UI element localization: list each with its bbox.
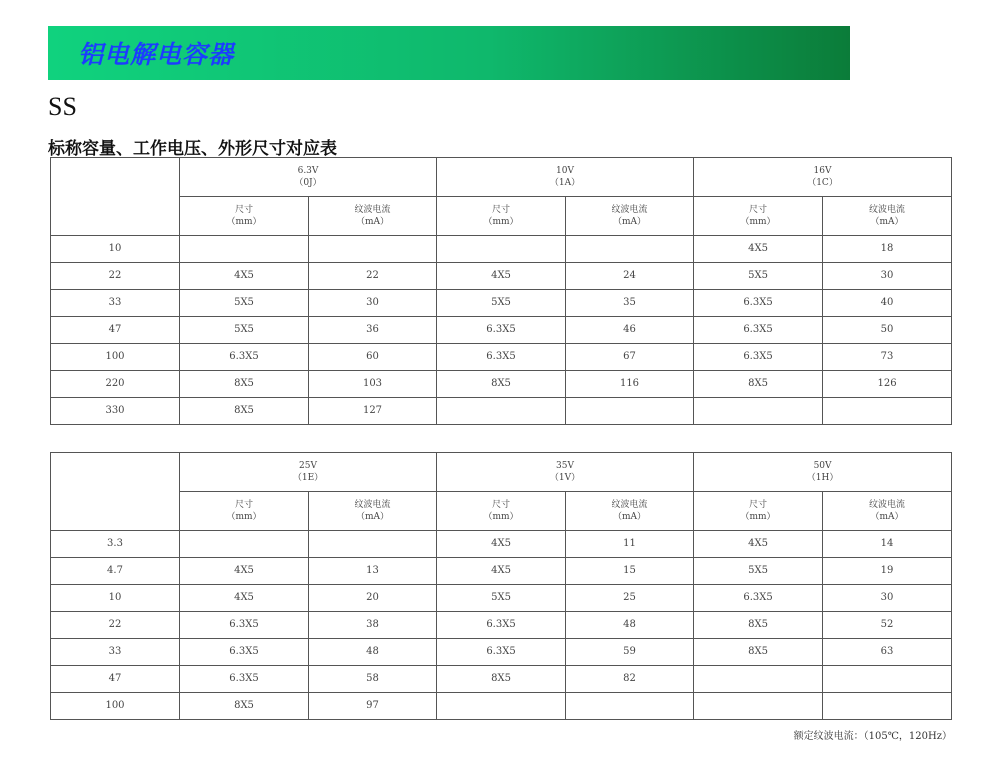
size-cell: 8X5: [437, 371, 566, 398]
size-cell: [180, 531, 309, 558]
table-row: [51, 639, 952, 666]
size-header-label: 尺寸: [749, 500, 768, 510]
capacitance-cell: 33: [51, 290, 180, 317]
size-cell: 6.3X5: [437, 639, 566, 666]
ripple-cell: 73: [823, 344, 952, 371]
size-cell: 6.3X5: [180, 344, 309, 371]
ripple-cell: 36: [309, 317, 437, 344]
corner-cell: [51, 158, 180, 236]
ripple-cell: 15: [566, 558, 694, 585]
table-row: [51, 612, 952, 639]
series-name: SS: [48, 92, 77, 121]
ripple-cell: 58: [309, 666, 437, 693]
capacitance-cell: 10: [51, 585, 180, 612]
ripple-cell: 24: [566, 263, 694, 290]
ripple-cell: 35: [566, 290, 694, 317]
ripple-cell: 63: [823, 639, 952, 666]
voltage-code: （0J）: [294, 178, 322, 188]
voltage-header: [180, 453, 437, 492]
ripple-header-unit: （mA）: [355, 217, 390, 227]
capacitance-cell: 47: [51, 666, 180, 693]
voltage-label: 35V: [556, 461, 574, 471]
size-header-unit: （mm）: [226, 217, 262, 227]
size-header-unit: （mm）: [740, 512, 776, 522]
capacitance-cell: 100: [51, 344, 180, 371]
ripple-header-unit: （mA）: [870, 512, 904, 522]
ripple-cell: 40: [823, 290, 952, 317]
column-header-row: [51, 492, 952, 531]
size-cell: 5X5: [437, 585, 566, 612]
ripple-header-label: 纹波电流: [354, 205, 391, 215]
voltage-label: 16V: [813, 166, 832, 176]
ripple-cell: 46: [566, 317, 694, 344]
spec-table-high-voltage: [50, 452, 952, 720]
ripple-header: [823, 492, 952, 531]
capacitance-cell: 22: [51, 612, 180, 639]
voltage-code: （1E）: [292, 473, 324, 483]
ripple-cell: 50: [823, 317, 952, 344]
size-cell: 4X5: [437, 558, 566, 585]
ripple-cell: [566, 236, 694, 263]
size-cell: 4X5: [180, 263, 309, 290]
ripple-cell: 14: [823, 531, 952, 558]
capacitance-cell: 33: [51, 639, 180, 666]
size-cell: 6.3X5: [437, 344, 566, 371]
page-title: 铝电解电容器: [78, 40, 235, 69]
ripple-cell: 67: [566, 344, 694, 371]
size-cell: 8X5: [180, 693, 309, 720]
section-subtitle: 标称容量、工作电压、外形尺寸对应表: [48, 139, 337, 159]
size-header: [180, 197, 309, 236]
ripple-cell: 25: [566, 585, 694, 612]
ripple-header-label: 纹波电流: [869, 205, 906, 215]
table-row: [51, 666, 952, 693]
capacitance-cell: 22: [51, 263, 180, 290]
size-cell: 5X5: [180, 317, 309, 344]
size-cell: 5X5: [180, 290, 309, 317]
size-cell: 5X5: [694, 263, 823, 290]
ripple-cell: 11: [566, 531, 694, 558]
size-header-label: 尺寸: [492, 500, 511, 510]
size-cell: 6.3X5: [180, 666, 309, 693]
ripple-cell: 48: [566, 612, 694, 639]
size-header-unit: （mm）: [483, 512, 519, 522]
voltage-header: [437, 158, 694, 197]
size-cell: 8X5: [437, 666, 566, 693]
ripple-cell: [566, 398, 694, 425]
size-cell: 5X5: [694, 558, 823, 585]
size-header: [437, 492, 566, 531]
size-cell: [437, 398, 566, 425]
size-cell: 4X5: [437, 263, 566, 290]
capacitance-cell: 330: [51, 398, 180, 425]
voltage-header-row: [51, 453, 952, 492]
capacitance-cell: 10: [51, 236, 180, 263]
size-cell: 5X5: [437, 290, 566, 317]
size-header: [694, 197, 823, 236]
ripple-cell: 116: [566, 371, 694, 398]
ripple-cell: 52: [823, 612, 952, 639]
size-cell: 4X5: [180, 558, 309, 585]
ripple-cell: 30: [823, 263, 952, 290]
size-cell: 6.3X5: [437, 612, 566, 639]
voltage-label: 10V: [556, 166, 574, 176]
size-header: [180, 492, 309, 531]
table-row: [51, 317, 952, 344]
ripple-header-label: 纹波电流: [354, 500, 391, 510]
table-row: [51, 371, 952, 398]
size-cell: [694, 666, 823, 693]
ripple-cell: 18: [823, 236, 952, 263]
ripple-cell: 30: [309, 290, 437, 317]
size-cell: 8X5: [180, 371, 309, 398]
table-row: [51, 558, 952, 585]
size-cell: 4X5: [180, 585, 309, 612]
ripple-header: [309, 492, 437, 531]
ripple-cell: 48: [309, 639, 437, 666]
size-cell: 8X5: [694, 639, 823, 666]
ripple-header-unit: （mA）: [355, 512, 390, 522]
size-header-unit: （mm）: [740, 217, 776, 227]
size-cell: 4X5: [694, 531, 823, 558]
ripple-header: [309, 197, 437, 236]
spec-table-low-voltage: [50, 157, 952, 425]
capacitance-cell: 220: [51, 371, 180, 398]
voltage-code: （1C）: [807, 178, 838, 188]
ripple-cell: 59: [566, 639, 694, 666]
size-cell: [694, 398, 823, 425]
capacitance-cell: 100: [51, 693, 180, 720]
ripple-cell: [823, 693, 952, 720]
size-cell: 4X5: [437, 531, 566, 558]
ripple-cell: 60: [309, 344, 437, 371]
size-cell: 8X5: [694, 371, 823, 398]
size-header: [694, 492, 823, 531]
voltage-label: 50V: [813, 461, 832, 471]
size-cell: 8X5: [694, 612, 823, 639]
ripple-cell: [309, 236, 437, 263]
ripple-header-unit: （mA）: [613, 512, 647, 522]
size-cell: 6.3X5: [694, 585, 823, 612]
voltage-code: （1A）: [549, 178, 581, 188]
size-cell: 6.3X5: [694, 290, 823, 317]
table-row: [51, 263, 952, 290]
voltage-header: [694, 453, 952, 492]
table-row: [51, 585, 952, 612]
table-row: [51, 693, 952, 720]
ripple-cell: [823, 666, 952, 693]
footnote: 额定纹波电流：（105℃，120Hz）: [793, 731, 952, 742]
table-row: [51, 236, 952, 263]
corner-cell: [51, 453, 180, 531]
ripple-cell: [309, 531, 437, 558]
size-cell: 8X5: [180, 398, 309, 425]
ripple-header: [566, 197, 694, 236]
size-cell: 6.3X5: [180, 612, 309, 639]
size-cell: [694, 693, 823, 720]
capacitance-cell: 4.7: [51, 558, 180, 585]
ripple-cell: 97: [309, 693, 437, 720]
ripple-cell: 19: [823, 558, 952, 585]
table-row: [51, 290, 952, 317]
ripple-header-unit: （mA）: [612, 217, 647, 227]
ripple-cell: 82: [566, 666, 694, 693]
voltage-code: （1V）: [549, 473, 581, 483]
ripple-cell: 38: [309, 612, 437, 639]
ripple-header-unit: （mA）: [870, 217, 904, 227]
capacitance-cell: 47: [51, 317, 180, 344]
voltage-header: [694, 158, 952, 197]
voltage-header: [180, 158, 437, 197]
size-header-label: 尺寸: [749, 205, 768, 215]
header-banner: [48, 26, 850, 80]
size-header-unit: （mm）: [483, 217, 519, 227]
size-cell: [437, 693, 566, 720]
size-header-label: 尺寸: [234, 205, 253, 215]
voltage-header-row: [51, 158, 952, 197]
size-header-unit: （mm）: [226, 512, 262, 522]
ripple-header: [823, 197, 952, 236]
table-row: [51, 398, 952, 425]
voltage-code: （1H）: [806, 473, 839, 483]
ripple-cell: 22: [309, 263, 437, 290]
size-cell: 6.3X5: [180, 639, 309, 666]
voltage-header: [437, 453, 694, 492]
table-row: [51, 531, 952, 558]
size-cell: 4X5: [694, 236, 823, 263]
size-cell: 6.3X5: [694, 317, 823, 344]
size-cell: 6.3X5: [694, 344, 823, 371]
voltage-label: 6.3V: [297, 166, 319, 176]
size-header: [437, 197, 566, 236]
ripple-cell: 126: [823, 371, 952, 398]
size-header-label: 尺寸: [491, 205, 510, 215]
size-header-label: 尺寸: [234, 500, 253, 510]
ripple-header-label: 纹波电流: [869, 500, 906, 510]
ripple-header-label: 纹波电流: [611, 205, 648, 215]
ripple-header-label: 纹波电流: [611, 500, 648, 510]
size-cell: 6.3X5: [437, 317, 566, 344]
ripple-cell: 103: [309, 371, 437, 398]
ripple-header: [566, 492, 694, 531]
ripple-cell: 127: [309, 398, 437, 425]
ripple-cell: 20: [309, 585, 437, 612]
column-header-row: [51, 197, 952, 236]
ripple-cell: [566, 693, 694, 720]
table-row: [51, 344, 952, 371]
ripple-cell: 13: [309, 558, 437, 585]
capacitance-cell: 3.3: [51, 531, 180, 558]
ripple-cell: 30: [823, 585, 952, 612]
size-cell: [180, 236, 309, 263]
ripple-cell: [823, 398, 952, 425]
voltage-label: 25V: [299, 461, 317, 471]
size-cell: [437, 236, 566, 263]
